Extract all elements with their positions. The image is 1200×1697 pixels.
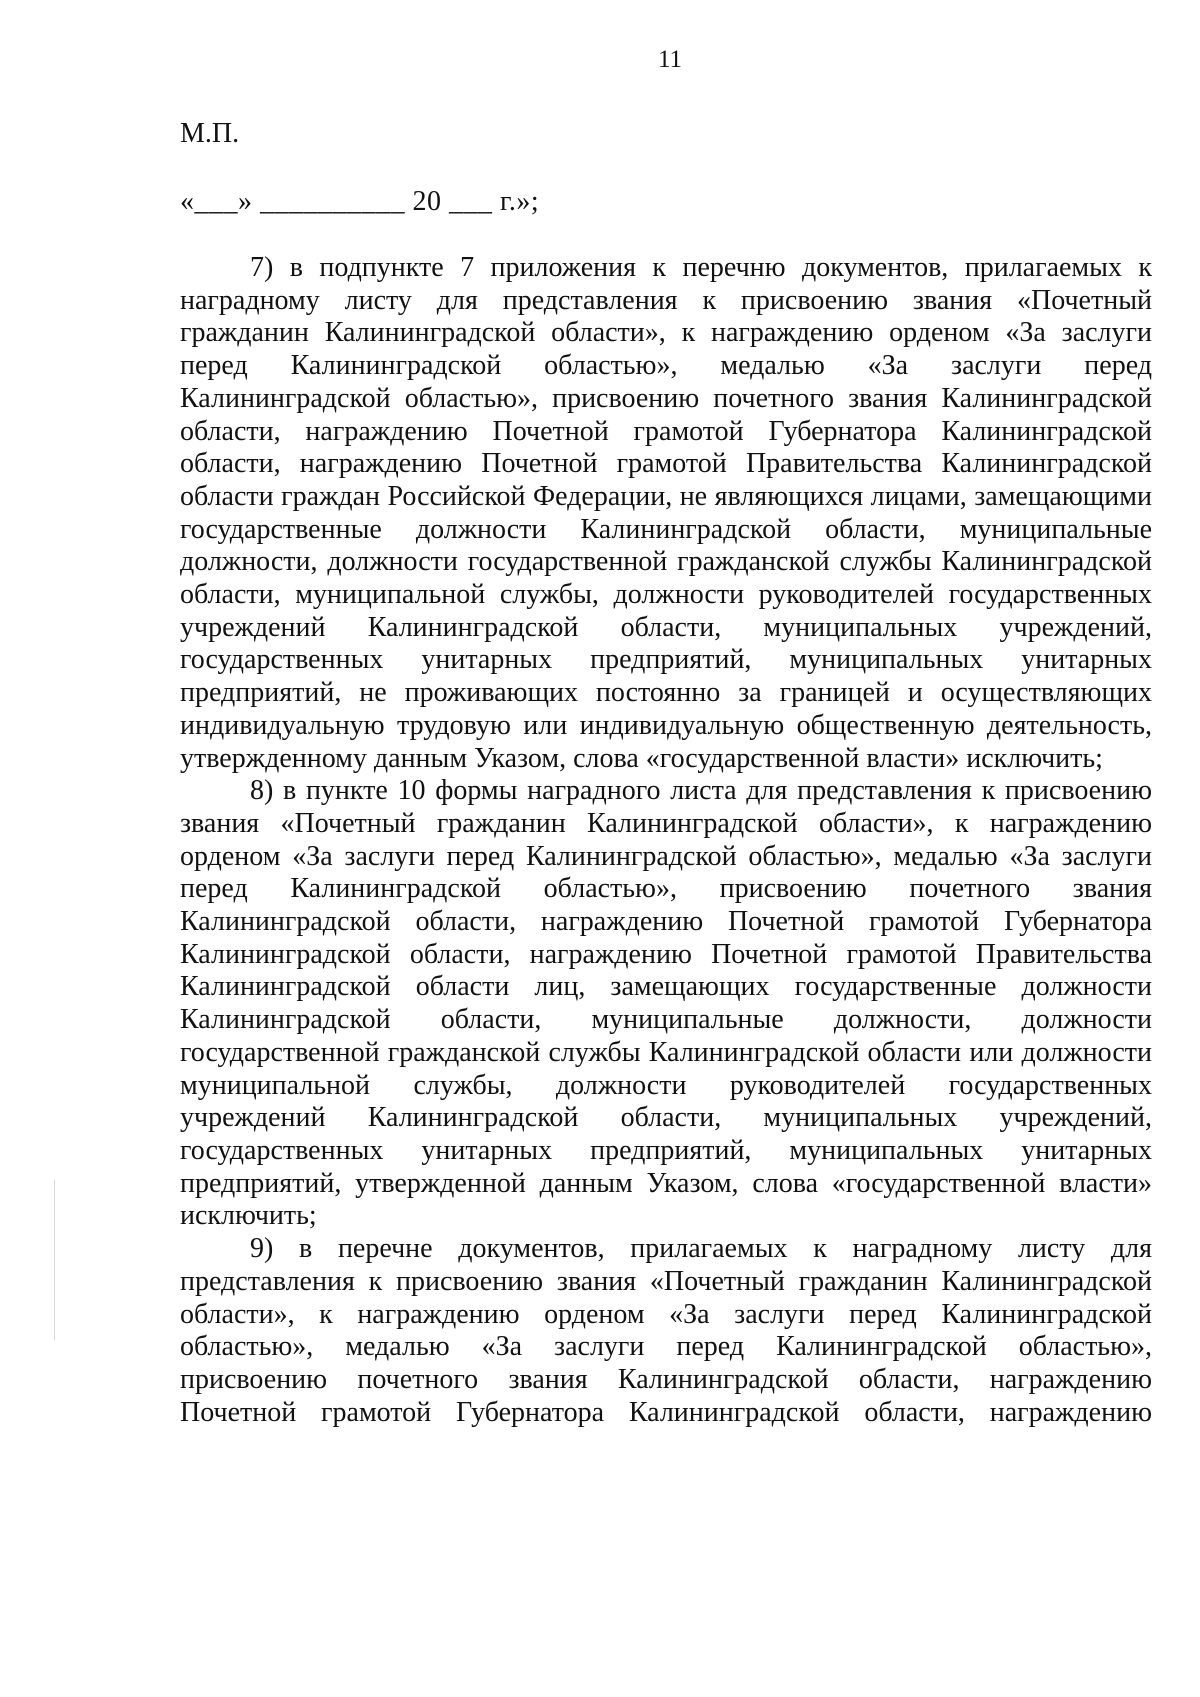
paragraph-item-8: 8) в пункте 10 формы наградного листа для представления к присвоению звания «Почетный гражданин Калининградской области», к награждению орденом «За заслуги перед Калининградской областью», медалью «За заслуги перед Калининградской областью», присвоению почетного звания Калининградской области, награждению Почетной грамотой Губернатора Калининградской области, награждению Почетной грамотой Правительства Калининградской области лиц, замещающих государственные должности Калининградской области, муниципальные должности, должности государственной гражданской службы Калининградской области или должности муниципальной службы, должности руководителей государственных учреждений Калининградской области, муниципальных учреждений, государственных унитарных предприятий, муниципальных унитарных предприятий, утвержденной данным Указом, слова «государственной власти» исключить; [180, 775, 1152, 1232]
page-number: 11 [657, 46, 683, 73]
paragraph-item-7: 7) в подпункте 7 приложения к перечню документов, прилагаемых к наградному листу для представления к присвоению звания «Почетный гражданин Калининградской области», к награждению орденом «За заслуги перед Калининградской областью», медалью «За заслуги перед Калининградской областью», присвоению почетного звания Калининградской области, награждению Почетной грамотой Губернатора Калининградской области, награждению Почетной грамотой Правительства Калининградской области граждан Российской Федерации, не являющихся лицами, замещающими государственные должности Калининградской области, муниципальные должности, должности государственной гражданской службы Калининградской области, муниципальной службы, должности руководителей государственных учреждений Калининградской области, муниципальных учреждений, государственных унитарных предприятий, муниципальных унитарных предприятий, не проживающих постоянно за границей и осуществляющих индивидуальную трудовую или индивидуальную общественную деятельность, утвержденному данным Указом, слова «государственной власти» исключить; [180, 252, 1152, 774]
scan-edge-mark [54, 1180, 55, 1340]
stamp-label: М.П. [180, 118, 240, 149]
document-body [180, 252, 1152, 1429]
paragraph-item-9: 9) в перечне документов, прилагаемых к наградному листу для представления к присвоению звания «Почетный гражданин Калининградской области», к награждению орденом «За заслуги перед Калининградской областью», медалью «За заслуги перед Калининградской областью», присвоению почетного звания Калининградской области, награждению Почетной грамотой Губернатора Калининградской области, награждению [180, 1233, 1152, 1428]
date-line: «___» __________ 20 ___ г.»; [180, 186, 540, 217]
